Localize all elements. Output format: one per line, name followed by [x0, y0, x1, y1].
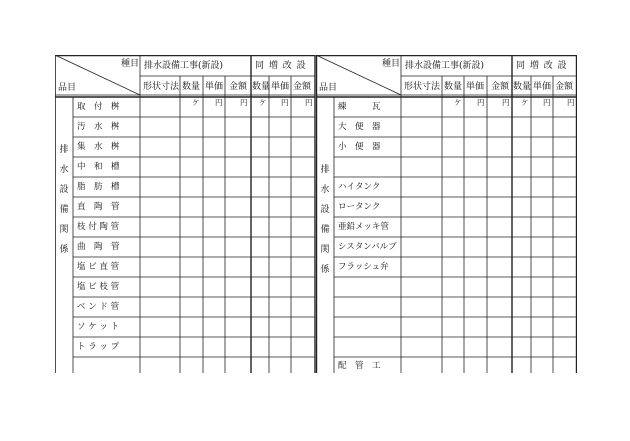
item-label: ト ラ ッ プ [77, 342, 120, 352]
keijo-header: 形状寸法 [404, 82, 441, 92]
kingaku-header: 金額 [229, 82, 248, 92]
item-label: 練 瓦 [338, 102, 381, 112]
item-label: 亜鉛メッキ管 [338, 222, 390, 232]
tanka-header: 単価 [205, 82, 224, 92]
suryo-header: 数量 [182, 82, 201, 92]
item-label: 中 和 槽 [77, 162, 120, 172]
item-label: 枝 付 陶 管 [77, 222, 120, 232]
suryo-header-2: 数量 [513, 82, 532, 92]
item-label: ハイタンク [338, 182, 381, 192]
unit-ke: ケ [192, 98, 200, 107]
item-label: 汚 水 桝 [77, 122, 120, 132]
category-column-left [58, 140, 70, 260]
keijo-header: 形状寸法 [143, 82, 180, 92]
item-label: ロータンク [338, 202, 381, 212]
category-char: 水 [320, 185, 330, 195]
category-char: 設 [320, 205, 330, 215]
shumoku-label: 種目 [382, 59, 401, 69]
unit-en: 円 [502, 98, 510, 107]
category-char: 設 [59, 185, 69, 195]
category-column-right [319, 160, 331, 280]
unit-en: 円 [240, 98, 248, 107]
renovation-header: 同 増 改 設 [255, 61, 307, 71]
item-label: ソ ケ ッ ト [77, 322, 120, 332]
hinmoku-label: 品目 [58, 83, 77, 93]
shumoku-label: 種目 [121, 59, 140, 69]
item-label: 小 便 器 [338, 142, 381, 152]
category-char: 係 [320, 265, 330, 275]
item-label: 脂 肪 槽 [77, 182, 120, 192]
unit-en: 円 [543, 98, 551, 107]
item-label: 配 管 工 [338, 361, 381, 371]
category-char: 関 [59, 225, 69, 235]
left-panel [55, 55, 315, 373]
hinmoku-label: 品目 [319, 83, 338, 93]
category-char: 排 [320, 165, 330, 175]
item-label: 曲 陶 管 [77, 242, 120, 252]
item-label: 塩 ビ 直 管 [77, 262, 120, 272]
category-char: 水 [59, 165, 69, 175]
category-char: 係 [59, 245, 69, 255]
item-label: 取 付 桝 [77, 102, 120, 112]
item-label: ベ ン ド 管 [77, 302, 120, 312]
tanka-header-2: 単価 [271, 82, 290, 92]
category-char: 排 [59, 145, 69, 155]
category-char: 備 [59, 205, 69, 215]
unit-ke: ケ [259, 98, 267, 107]
right-panel [316, 55, 577, 373]
suryo-header-2: 数量 [252, 82, 271, 92]
kingaku-header-2: 金額 [293, 82, 312, 92]
kingaku-header-2: 金額 [555, 82, 574, 92]
renovation-header: 同 増 改 設 [516, 61, 568, 71]
item-label: シスタンバルブ [338, 242, 397, 252]
item-label: フラッシュ弁 [338, 262, 389, 272]
unit-ke: ケ [454, 98, 462, 107]
estimate-sheet [55, 55, 577, 373]
unit-en: 円 [305, 98, 313, 107]
unit-en: 円 [215, 98, 223, 107]
category-char: 関 [320, 245, 330, 255]
category-char: 備 [320, 225, 330, 235]
tanka-header-2: 単価 [533, 82, 552, 92]
unit-ke: ケ [521, 98, 529, 107]
item-label: 集 水 桝 [77, 142, 120, 152]
unit-en: 円 [281, 98, 289, 107]
new-work-header: 排水設備工事(新設) [405, 61, 485, 71]
tanka-header: 単価 [466, 82, 485, 92]
item-label: 塩 ビ 枝 管 [77, 282, 120, 292]
new-work-header: 排水設備工事(新設) [144, 61, 224, 71]
item-label: 直 陶 管 [77, 202, 120, 212]
suryo-header: 数量 [444, 82, 463, 92]
kingaku-header: 金額 [491, 82, 510, 92]
unit-en: 円 [477, 98, 485, 107]
item-label: 大 便 器 [338, 122, 381, 132]
unit-en: 円 [567, 98, 575, 107]
